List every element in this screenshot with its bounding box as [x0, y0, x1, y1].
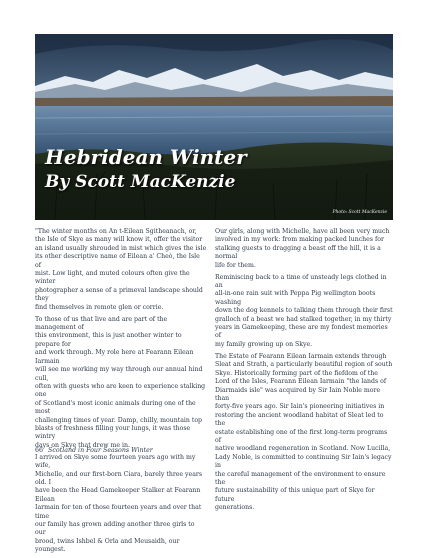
paragraph: The Estate of Fearann Eilean Iarmain extends through Sleat and Strath, a particularly beautiful region of south Skye. Historically forming part of the fiefdom of the Lord of the Isles, Fearann Eilean Iarmain "the lands of Diarmaids isle" was acquired by Sir Iain Noble more than forty-five years ago. Sir Iain's pioneering initiatives in restoring the ancient woodland habitat of Sleat led to the estate establishing one of the first long-term programs of native woodland regeneration in Scotland. Now Lucilla, Lady Noble, is committed to continuing Sir Iain's legacy in the careful management of the environment to ensure the future sustainability of this unique part of Skye for future generations. [215, 352, 393, 512]
page-footer [35, 447, 153, 454]
paragraph: "The winter months on An t-Eilean Sgitheanach, or, the Isle of Skye as many will know it, offer the visitor an island usually shrouded in mist which gives the isle its other descriptive name of Eilean a' Cheò, the Isle of mist. Low light, and muted colours often give the winter photographer a sense of a primeval landscape should they find themselves in remote glen or corrie. [35, 228, 207, 311]
paragraph: Reminiscing back to a time of unsteady legs clothed in an all-in-one rain suit with Peppa Pig wellington boots washing down the dog kennels to talking them through their first gralloch of a beast we had stalked together, in my thirty years in Gamekeeping, these are my fondest memories of my family growing up on Skye. [215, 273, 393, 348]
article-title: Hebridean Winter [45, 145, 247, 169]
article-column-left [35, 228, 207, 558]
page-number: 66 [35, 447, 44, 454]
article-column-right [215, 228, 393, 516]
photo-credit: Photo: Scott MacKenzie [332, 210, 387, 215]
article-byline: By Scott MacKenzie [45, 172, 236, 192]
paragraph: I arrived on Skye some fourteen years ago with my wife, Michelle, and our first-born Ciara, barely three years old. I have been the Head Gamekeeper Stalker at Fearann Eilean Iarmain for ten of those fourteen years and over that time our family has grown adding another three girls to our brood, twins Ishbel & Orla and Meusaidh, our youngest. [35, 453, 203, 554]
publication-name: Scotland in Four Seasons Winter [48, 447, 153, 454]
paragraph: Our girls, along with Michelle, have all been very much involved in my work: from making packed lunches for stalking guests to dragging a beast off the hill, it is a normal life for them. [215, 228, 390, 269]
hero-photo [35, 34, 393, 220]
paragraph: To those of us that live and are part of the management of this environment, this is just another winter to prepare for and work through. My role here at Fearann Eilean Iarmain will see me working my way through our annual hind cull, often with guests who are keen to experience stalking one of Scotland's most iconic animals during one of the most challenging times of year. Damp, chilly, mountain top blasts of freshness filling your lungs, it was those wintry days on Skye that drew me in. [35, 315, 206, 449]
